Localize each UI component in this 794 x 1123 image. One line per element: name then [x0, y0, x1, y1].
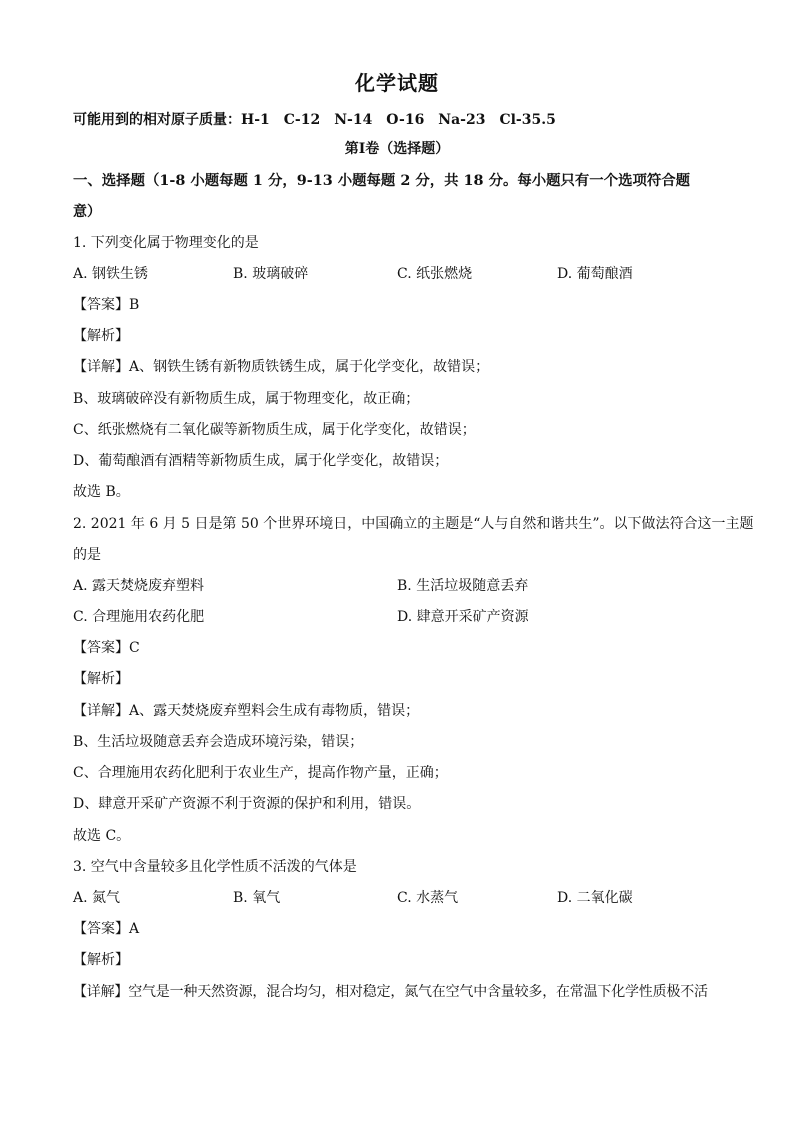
question-2-conclusion: 故选 C。	[73, 828, 131, 844]
question-2-option-c: C. 合理施用农药化肥	[73, 609, 205, 625]
question-1-answer: 【答案】B	[73, 297, 140, 313]
question-2-detail-line: C、合理施用农药化肥利于农业生产，提高作物产量，正确；	[73, 765, 448, 781]
question-3-option-c: C. 水蒸气	[397, 890, 459, 906]
question-3-detail-line: 【详解】空气是一种天然资源，混合均匀，相对稳定，氮气在空气中含量较多，在常温下化学性质极不活	[73, 984, 708, 1000]
volume-title: 第Ⅰ卷（选择题）	[344, 141, 450, 157]
page-title: 化学试题	[355, 71, 439, 95]
question-1-detail-line: B、玻璃破碎没有新物质生成，属于物理变化，故正确；	[73, 391, 420, 407]
question-3-option-d: D. 二氧化碳	[557, 890, 633, 906]
question-2-detail-line: D、肆意开采矿产资源不利于资源的保护和利用，错误。	[73, 796, 421, 812]
question-1-option-d: D. 葡萄酿酒	[557, 266, 633, 282]
question-1-conclusion: 故选 B。	[73, 484, 130, 500]
section-heading-continued: 意）	[73, 204, 101, 220]
question-1-detail-line: C、纸张燃烧有二氧化碳等新物质生成，属于化学变化，故错误；	[73, 422, 476, 438]
question-1-detail-line: D、葡萄酿酒有酒精等新物质生成，属于化学变化，故错误；	[73, 453, 449, 469]
question-2-detail-line: 【详解】A、露天焚烧废弃塑料会生成有毒物质，错误；	[73, 703, 420, 719]
question-2-answer: 【答案】C	[73, 640, 140, 656]
question-2-analysis-label: 【解析】	[73, 671, 129, 687]
question-2-stem: 2. 2021 年 6 月 5 日是第 50 个世界环境日，中国确立的主题是“人与自然和谐共生”。以下做法符合这一主题	[73, 516, 754, 532]
section-heading: 一、选择题（1-8 小题每题 1 分，9-13 小题每题 2 分，共 18 分。每小题只有一个选项符合题	[73, 172, 691, 189]
question-1-detail-line: 【详解】A、钢铁生锈有新物质铁锈生成，属于化学变化，故错误；	[73, 359, 490, 375]
question-3-option-b: B. 氧气	[233, 890, 281, 906]
question-3-analysis-label: 【解析】	[73, 952, 129, 968]
question-2-detail-line: B、生活垃圾随意丢弃会造成环境污染，错误；	[73, 734, 364, 750]
question-1-option-c: C. 纸张燃烧	[397, 266, 473, 282]
question-1-option-a: A. 钢铁生锈	[73, 266, 149, 282]
question-1-option-b: B. 玻璃破碎	[233, 266, 309, 282]
question-2-option-d: D. 肆意开采矿产资源	[397, 609, 529, 625]
atomic-masses-line: 可能用到的相对原子质量：H-1 C-12 N-14 O-16 Na-23 Cl-35.5	[73, 112, 556, 128]
question-2-option-b: B. 生活垃圾随意丢弃	[397, 578, 529, 594]
question-2-option-a: A. 露天焚烧废弃塑料	[73, 578, 205, 594]
question-3-stem: 3. 空气中含量较多且化学性质不活泼的气体是	[73, 859, 357, 875]
question-3-answer: 【答案】A	[73, 921, 140, 937]
question-1-analysis-label: 【解析】	[73, 328, 129, 344]
question-1-stem: 1. 下列变化属于物理变化的是	[73, 235, 259, 251]
question-3-option-a: A. 氮气	[73, 890, 121, 906]
question-2-stem-continued: 的是	[73, 547, 101, 563]
